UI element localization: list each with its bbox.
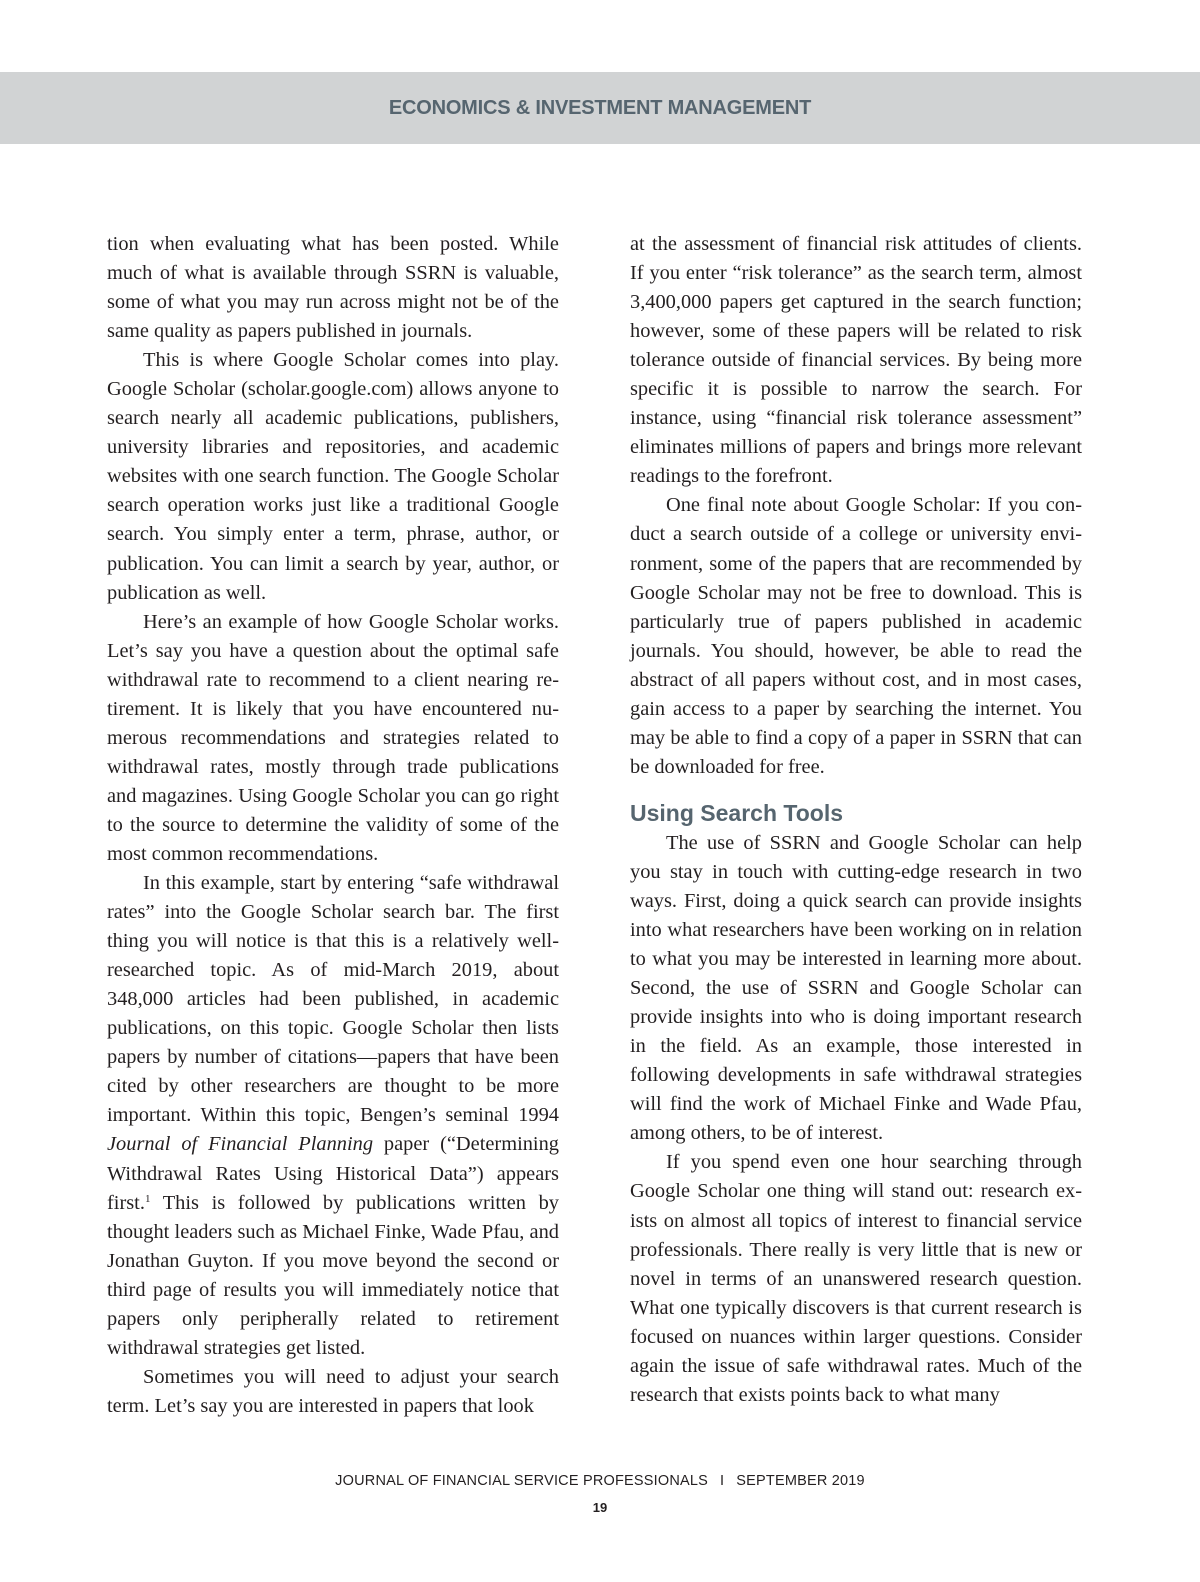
left-column	[107, 230, 559, 1421]
footnote-marker: 1	[144, 1192, 151, 1205]
paragraph-text: paper (“Determining Withdrawal Rates Using Historical Data”) appears first.	[107, 1133, 559, 1214]
footer-journal-line	[0, 1473, 1200, 1489]
page-number: 19	[592, 1500, 608, 1515]
right-paragraph-2: One final note about Google Scholar: If you conduct a search outside of a college or university environment, some of the papers that are recommended by Google Scholar may not be free to download. This is particularly true of papers published in academic journals. You should, however, be able to read the abstract of all papers without cost, and in most cases, gain access to a paper by searching the internet. You may be able to find a copy of a paper in SSRN that can be downloaded for free.	[630, 494, 1082, 778]
footer-date: SEPTEMBER 2019	[736, 1473, 865, 1489]
left-paragraph-3: Here’s an example of how Google Scholar works. Let’s say you have a question about the optimal safe withdrawal rate to recommend to a client nearing retirement. It is likely that you have encountered numerous recommendations and strategies related to withdrawal rates, mostly through trade publications and magazines. Using Google Scholar you can go right to the source to determine the validity of some of the most common recommendations.	[107, 610, 559, 865]
right-column	[630, 230, 1082, 1410]
section-heading: Using Search Tools	[630, 799, 844, 826]
left-paragraph-2: This is where Google Scholar comes into play. Google Scholar (scholar.google.com) allows anyone to search nearly all academic publications, publishers, university libraries and repositories, and academic websites with one search function. The Google Scholar search operation works just like a traditional Google search. You simply enter a term, phrase, author, or publication. You can limit a search by year, author, or publication as well.	[107, 349, 559, 604]
journal-title-italic: Journal of Financial Planning	[107, 1133, 374, 1156]
footer-separator: I	[720, 1473, 725, 1489]
right-paragraph-4: If you spend even one hour searching through Google Scholar one thing will stand out: research exists on almost all topics of interest to financial service professionals. There really is very little that is new or novel in terms of an unanswered research question. What one typically discovers is that current research is focused on nuances within larger questions. Consider again the issue of safe withdrawal rates. Much of the research that exists points back to what many	[630, 1151, 1082, 1406]
left-paragraph-4	[107, 869, 559, 1363]
section-title: ECONOMICS & INVESTMENT MANAGEMENT	[388, 97, 812, 119]
right-paragraph-3: The use of SSRN and Google Scholar can help you stay in touch with cutting-edge research in two ways. First, doing a quick search can provide insights into what researchers have been working on in relation to what you may be interested in learning more about. Second, the use of SSRN and Google Scholar can provide insights into who is doing important research in the field. As an example, those interested in following developments in safe withdrawal strategies will find the work of Michael Finke and Wade Pfau, among others, to be of interest.	[630, 831, 1082, 1145]
footer-journal-name: JOURNAL OF FINANCIAL SERVICE PROFESSIONALS	[335, 1473, 709, 1489]
paragraph-text: This is followed by publications written by thought leaders such as Michael Finke, Wade Pfau, and Jonathan Guyton. If you move beyond the second or third page of results you will immediately notice that papers only peripherally related to retirement withdrawal strategies get listed.	[107, 1191, 559, 1359]
left-paragraph-5: Sometimes you will need to adjust your search term. Let’s say you are interested in papers that look	[107, 1365, 559, 1417]
right-paragraph-1: at the assessment of financial risk attitudes of clients. If you enter “risk tolerance” as the search term, almost 3,400,000 papers get captured in the search function; however, some of these papers will be related to risk tolerance outside of financial services. By being more specific it is possible to narrow the search. For instance, using “financial risk tolerance assessment” eliminates millions of papers and brings more relevant readings to the forefront.	[630, 233, 1082, 488]
left-paragraph-1: tion when evaluating what has been posted. While much of what is available through SSRN is valuable, some of what you may run across might not be of the same quality as papers published in journals.	[107, 233, 559, 343]
paragraph-text: In this example, start by entering “safe withdrawal rates” into the Google Scholar search bar. The first thing you will notice is that this is a relatively well-researched topic. As of mid-March 2019, about 348,000 articles had been published, in academic publications, on this topic. Google Scholar then lists papers by number of citations—papers that have been cited by other researchers are thought to be more important. Within this topic, Bengen’s seminal 1994	[107, 872, 559, 1127]
